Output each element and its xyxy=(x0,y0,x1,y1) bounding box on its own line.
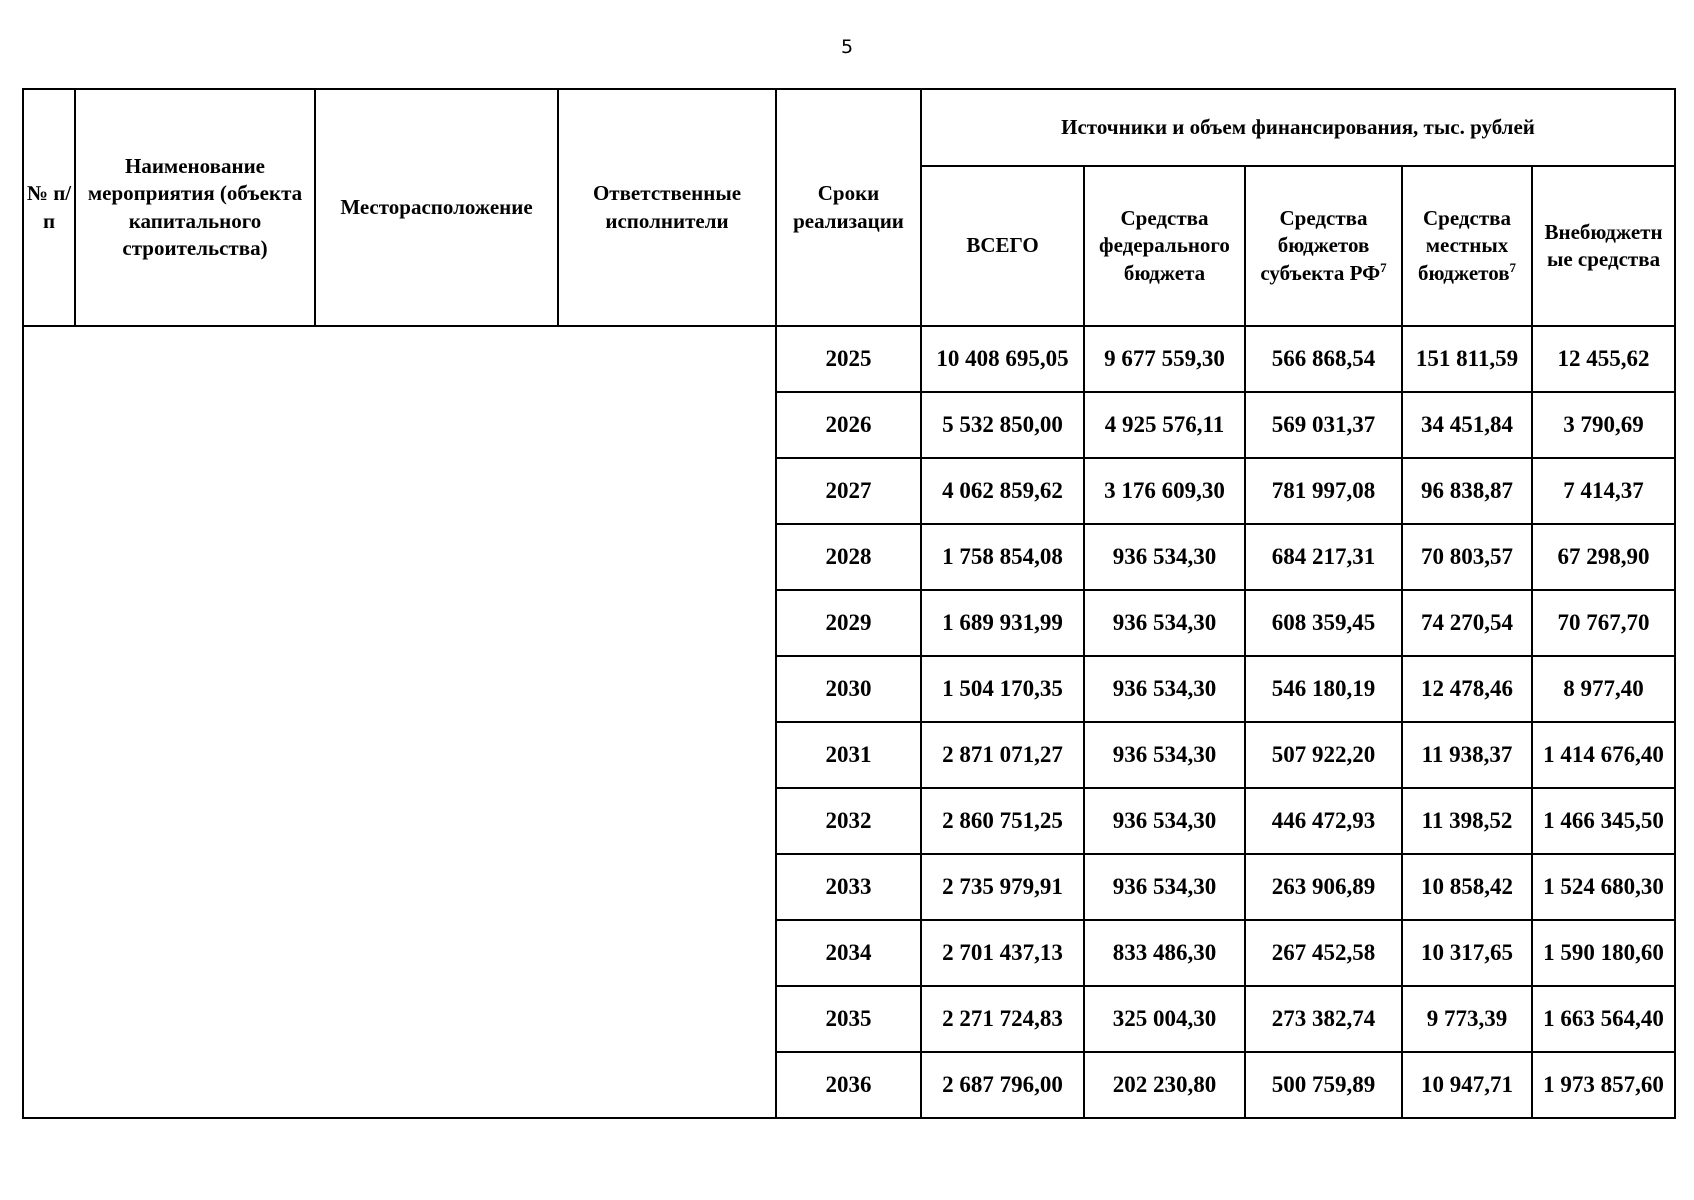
cell-local: 11 938,37 xyxy=(1402,722,1532,788)
cell-extrabudget: 1 663 564,40 xyxy=(1532,986,1675,1052)
cell-federal: 9 677 559,30 xyxy=(1084,326,1245,392)
header-local xyxy=(1402,166,1532,326)
cell-regional: 546 180,19 xyxy=(1245,656,1402,722)
cell-extrabudget: 1 466 345,50 xyxy=(1532,788,1675,854)
cell-local: 96 838,87 xyxy=(1402,458,1532,524)
blank-merged-cell xyxy=(23,326,776,1118)
cell-federal: 936 534,30 xyxy=(1084,788,1245,854)
table-body xyxy=(23,326,1675,1118)
cell-extrabudget: 3 790,69 xyxy=(1532,392,1675,458)
cell-local: 34 451,84 xyxy=(1402,392,1532,458)
header-num: № п/п xyxy=(23,89,75,326)
cell-total: 1 758 854,08 xyxy=(921,524,1084,590)
cell-year: 2027 xyxy=(776,458,921,524)
cell-extrabudget: 67 298,90 xyxy=(1532,524,1675,590)
cell-total: 5 532 850,00 xyxy=(921,392,1084,458)
cell-extrabudget: 7 414,37 xyxy=(1532,458,1675,524)
header-regional xyxy=(1245,166,1402,326)
page-number: 5 xyxy=(840,36,854,58)
cell-total: 2 687 796,00 xyxy=(921,1052,1084,1118)
cell-federal: 936 534,30 xyxy=(1084,722,1245,788)
header-name: Наименование мероприятия (объекта капитального строительства) xyxy=(75,89,315,326)
cell-extrabudget: 70 767,70 xyxy=(1532,590,1675,656)
cell-year: 2034 xyxy=(776,920,921,986)
cell-federal: 936 534,30 xyxy=(1084,854,1245,920)
header-location: Месторасположение xyxy=(315,89,558,326)
cell-federal: 936 534,30 xyxy=(1084,656,1245,722)
cell-regional: 507 922,20 xyxy=(1245,722,1402,788)
cell-year: 2029 xyxy=(776,590,921,656)
table-row xyxy=(23,326,1675,392)
cell-local: 9 773,39 xyxy=(1402,986,1532,1052)
cell-total: 1 689 931,99 xyxy=(921,590,1084,656)
cell-year: 2025 xyxy=(776,326,921,392)
cell-local: 10 947,71 xyxy=(1402,1052,1532,1118)
cell-total: 2 860 751,25 xyxy=(921,788,1084,854)
cell-regional: 263 906,89 xyxy=(1245,854,1402,920)
header-extrabudget: Внебюджетн ые средства xyxy=(1532,166,1675,326)
cell-extrabudget: 1 414 676,40 xyxy=(1532,722,1675,788)
cell-regional: 569 031,37 xyxy=(1245,392,1402,458)
cell-regional: 446 472,93 xyxy=(1245,788,1402,854)
header-federal: Средства федерального бюджета xyxy=(1084,166,1245,326)
cell-regional: 608 359,45 xyxy=(1245,590,1402,656)
header-regional-label: Средства бюджетов субъекта РФ xyxy=(1260,206,1381,285)
cell-extrabudget: 1 973 857,60 xyxy=(1532,1052,1675,1118)
cell-total: 2 271 724,83 xyxy=(921,986,1084,1052)
cell-extrabudget: 1 524 680,30 xyxy=(1532,854,1675,920)
table-header xyxy=(23,89,1675,326)
cell-year: 2026 xyxy=(776,392,921,458)
cell-year: 2031 xyxy=(776,722,921,788)
cell-total: 2 871 071,27 xyxy=(921,722,1084,788)
cell-year: 2036 xyxy=(776,1052,921,1118)
cell-total: 2 701 437,13 xyxy=(921,920,1084,986)
cell-total: 10 408 695,05 xyxy=(921,326,1084,392)
cell-year: 2035 xyxy=(776,986,921,1052)
cell-total: 1 504 170,35 xyxy=(921,656,1084,722)
cell-local: 70 803,57 xyxy=(1402,524,1532,590)
cell-total: 2 735 979,91 xyxy=(921,854,1084,920)
cell-local: 12 478,46 xyxy=(1402,656,1532,722)
cell-extrabudget: 12 455,62 xyxy=(1532,326,1675,392)
cell-extrabudget: 1 590 180,60 xyxy=(1532,920,1675,986)
cell-federal: 3 176 609,30 xyxy=(1084,458,1245,524)
cell-regional: 684 217,31 xyxy=(1245,524,1402,590)
cell-federal: 936 534,30 xyxy=(1084,524,1245,590)
cell-federal: 325 004,30 xyxy=(1084,986,1245,1052)
cell-local: 74 270,54 xyxy=(1402,590,1532,656)
header-funding-group: Источники и объем финансирования, тыс. рублей xyxy=(921,89,1675,166)
header-timeline: Сроки реализации xyxy=(776,89,921,326)
header-regional-note: 7 xyxy=(1380,259,1387,275)
cell-total: 4 062 859,62 xyxy=(921,458,1084,524)
header-responsible: Ответственные исполнители xyxy=(558,89,776,326)
header-total: ВСЕГО xyxy=(921,166,1084,326)
cell-federal: 936 534,30 xyxy=(1084,590,1245,656)
header-local-note: 7 xyxy=(1509,259,1517,275)
cell-federal: 4 925 576,11 xyxy=(1084,392,1245,458)
cell-local: 151 811,59 xyxy=(1402,326,1532,392)
cell-year: 2033 xyxy=(776,854,921,920)
cell-extrabudget: 8 977,40 xyxy=(1532,656,1675,722)
cell-year: 2032 xyxy=(776,788,921,854)
cell-year: 2030 xyxy=(776,656,921,722)
cell-local: 11 398,52 xyxy=(1402,788,1532,854)
cell-regional: 273 382,74 xyxy=(1245,986,1402,1052)
cell-regional: 500 759,89 xyxy=(1245,1052,1402,1118)
cell-federal: 202 230,80 xyxy=(1084,1052,1245,1118)
cell-federal: 833 486,30 xyxy=(1084,920,1245,986)
cell-local: 10 858,42 xyxy=(1402,854,1532,920)
header-local-label: Средства местных бюджетов xyxy=(1417,206,1511,285)
cell-year: 2028 xyxy=(776,524,921,590)
cell-regional: 781 997,08 xyxy=(1245,458,1402,524)
funding-table xyxy=(22,88,1676,1119)
cell-regional: 267 452,58 xyxy=(1245,920,1402,986)
cell-local: 10 317,65 xyxy=(1402,920,1532,986)
cell-regional: 566 868,54 xyxy=(1245,326,1402,392)
